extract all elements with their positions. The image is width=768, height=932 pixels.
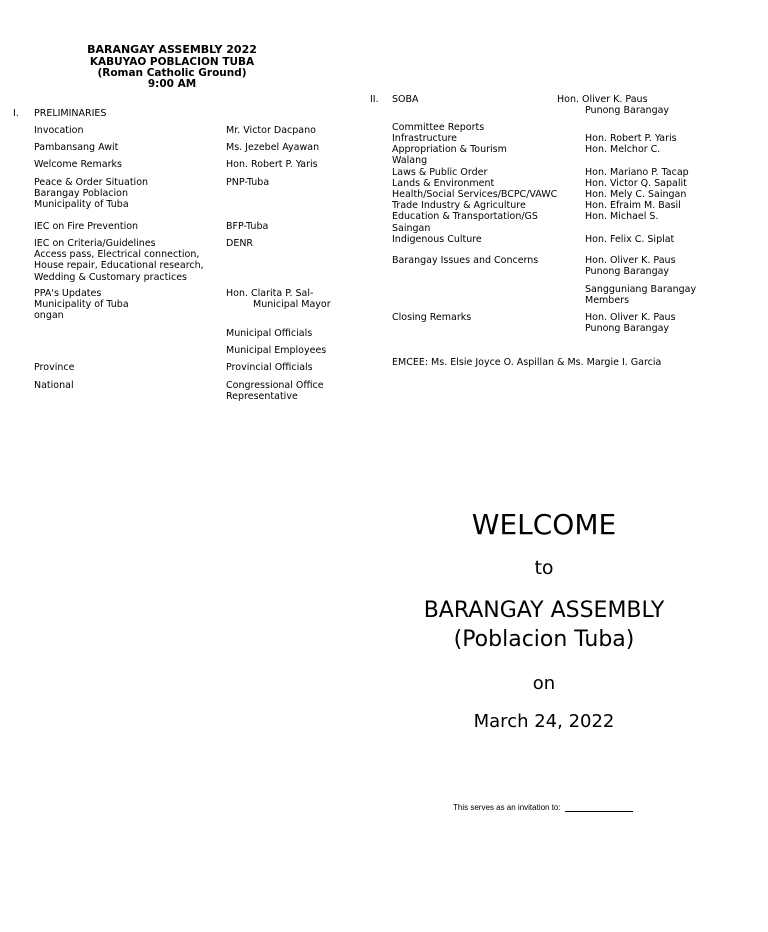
preliminary-item-label: IEC on Fire Prevention	[34, 221, 139, 232]
welcome-to: to	[534, 557, 554, 579]
committee-name: Health/Social Services/BCPC/VAWC	[392, 189, 558, 200]
preliminary-item-label: Access pass, Electrical connection,	[34, 249, 200, 261]
preliminary-item-label: Municipality of Tuba	[34, 199, 129, 211]
closing-label: Closing Remarks	[392, 312, 472, 323]
committee-chair: Hon. Mely C. Saingan	[585, 189, 687, 200]
soba-speaker-name: Hon. Oliver K. Paus	[557, 94, 648, 105]
preliminary-item-label: Municipality of Tuba	[34, 299, 129, 311]
preliminary-item-label: Pambansang Awit	[34, 142, 119, 153]
section2-heading: SOBA	[392, 94, 419, 105]
sb-members: Members	[585, 295, 630, 306]
section2-numeral: II.	[370, 94, 379, 105]
program-venue: (Roman Catholic Ground)	[97, 67, 247, 79]
committee-chair: Hon. Michael S.	[585, 211, 659, 223]
section1-heading: PRELIMINARIES	[34, 108, 107, 119]
welcome-date: March 24, 2022	[473, 711, 615, 732]
welcome-heading: WELCOME	[471, 508, 617, 541]
preliminary-item-label: Welcome Remarks	[34, 159, 122, 170]
preliminary-item-label: PPA's Updates	[34, 288, 102, 299]
preliminary-item-speaker: BFP-Tuba	[226, 221, 269, 232]
invitation-text: This serves as an invitation to:	[453, 803, 561, 812]
issues-label: Barangay Issues and Concerns	[392, 255, 539, 266]
committee-name: Indigenous Culture	[392, 233, 482, 245]
preliminary-item-speaker: Ms. Jezebel Ayawan	[226, 142, 320, 153]
preliminary-item-speaker: Municipal Officials	[226, 328, 313, 339]
committee-name: Infrastructure	[392, 133, 458, 144]
preliminary-item-label: National	[34, 380, 74, 391]
soba-speaker-title: Punong Barangay	[585, 105, 670, 116]
preliminary-item-speaker: Hon. Clarita P. Sal-	[226, 288, 314, 299]
committee-name: Lands & Environment	[392, 177, 495, 189]
preliminary-item-label: Barangay Poblacion	[34, 188, 128, 200]
preliminary-item-speaker: PNP-Tuba	[226, 177, 270, 188]
committee-chair: Hon. Victor Q. Sapalit	[585, 177, 687, 189]
welcome-assembly: BARANGAY ASSEMBLY	[423, 598, 665, 623]
program-title: BARANGAY ASSEMBLY 2022	[87, 43, 257, 56]
committee-name: Laws & Public Order	[392, 166, 488, 178]
preliminary-item-speaker: Congressional Office	[226, 380, 324, 391]
preliminary-item-speaker: Representative	[226, 391, 298, 403]
issues-speaker: Hon. Oliver K. Paus	[585, 255, 676, 266]
preliminary-item-speaker: Provincial Officials	[226, 362, 313, 373]
section1-numeral: I.	[13, 108, 19, 119]
committee-name: Appropriation & Tourism	[392, 144, 507, 156]
invitation-line	[453, 803, 633, 812]
preliminary-item-speaker: Mr. Victor Dacpano	[226, 125, 316, 136]
committee-chair: Hon. Felix C. Siplat	[585, 233, 675, 245]
preliminary-item-label: Province	[34, 362, 75, 373]
preliminary-item-speaker: DENR	[226, 238, 254, 249]
preliminary-item-label: Wedding & Customary practices	[34, 271, 188, 283]
program-time: 9:00 AM	[147, 78, 197, 90]
invitation-blank[interactable]	[565, 803, 633, 812]
committee-name: Education & Transportation/GS	[392, 211, 538, 223]
welcome-place: (Poblacion Tuba)	[453, 627, 635, 652]
emcee-line: EMCEE: Ms. Elsie Joyce O. Aspillan & Ms. Margie I. Garcia	[392, 357, 662, 368]
sb-label: Sangguniang Barangay	[585, 284, 697, 295]
committee-chair: Hon. Robert P. Yaris	[585, 133, 677, 144]
committee-name: Walang	[392, 155, 428, 167]
committee-chair: Hon. Efraim M. Basil	[585, 200, 681, 212]
closing-speaker-title: Punong Barangay	[585, 323, 670, 334]
preliminary-item-speaker: Hon. Robert P. Yaris	[226, 159, 318, 170]
issues-speaker-title: Punong Barangay	[585, 266, 670, 277]
committee-reports-heading: Committee Reports	[392, 122, 485, 133]
preliminary-item-speaker: Municipal Mayor	[253, 299, 331, 311]
program-location: KABUYAO POBLACION TUBA	[89, 56, 255, 68]
preliminary-item-label: House repair, Educational research,	[34, 260, 204, 272]
committee-chair: Hon. Melchor C.	[585, 144, 661, 156]
committee-chair: Hon. Mariano P. Tacap	[585, 166, 689, 178]
welcome-on: on	[532, 673, 556, 694]
preliminary-item-label: Invocation	[34, 125, 84, 136]
preliminary-item-speaker: Municipal Employees	[226, 345, 327, 356]
closing-speaker: Hon. Oliver K. Paus	[585, 312, 676, 323]
committee-name: Saingan	[392, 222, 431, 234]
committee-name: Trade Industry & Agriculture	[392, 200, 526, 212]
preliminary-item-label: IEC on Criteria/Guidelines	[34, 238, 156, 249]
preliminary-item-label: ongan	[34, 310, 64, 322]
preliminary-item-label: Peace & Order Situation	[34, 177, 149, 188]
